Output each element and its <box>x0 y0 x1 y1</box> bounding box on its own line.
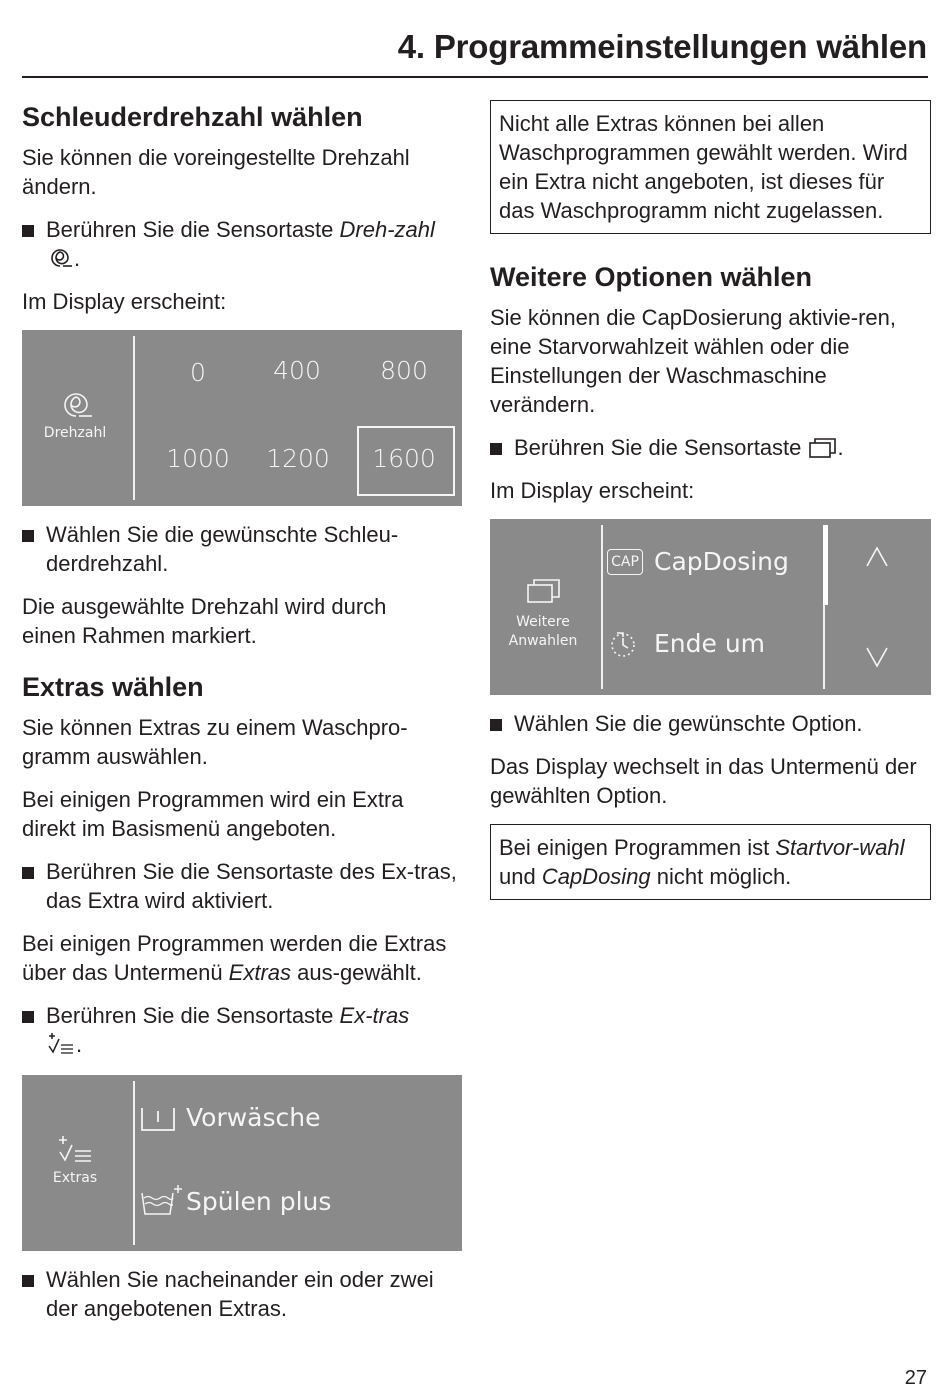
page-title: 4. Programmeinstellungen wählen <box>397 28 927 65</box>
extras-option-prewash[interactable]: Vorwäsche <box>186 1103 321 1132</box>
section-heading-weitere: Weitere Optionen wählen <box>490 262 813 292</box>
extras-bullet-2-text: Berühren Sie die Sensortaste <box>46 1003 340 1028</box>
spin-icon <box>58 390 94 420</box>
drehzahl-bullet-1-end: . <box>74 246 81 271</box>
weitere-label-line1: Weitere <box>516 614 570 630</box>
note2-end: nicht möglich. <box>650 864 792 889</box>
extras-bullet-2-end: . <box>76 1032 83 1057</box>
drehzahl-outro: Die ausgewählte Drehzahl wird durch einen Rahmen markiert. <box>22 594 387 648</box>
right-column <box>490 100 931 900</box>
speed-option-800[interactable]: 800 <box>380 356 428 385</box>
prewash-icon <box>140 1105 176 1133</box>
weitere-outro: Das Display wechselt in das Untermenü der gewählten Option. <box>490 754 917 808</box>
note2-text: Bei einigen Programmen ist <box>499 835 776 860</box>
drehzahl-display <box>22 330 462 506</box>
extras-p3-text: Bei einigen Programmen werden die Extras über das Untermenü <box>22 931 447 985</box>
weitere-bullet-1-end: . <box>837 435 844 460</box>
drehzahl-display-intro: Im Display erscheint: <box>22 289 227 314</box>
section-heading-extras: Extras wählen <box>22 672 204 702</box>
extras-p2: Bei einigen Programmen wird ein Extra direkt im Basismenü angeboten. <box>22 787 404 841</box>
speed-option-1200[interactable]: 1200 <box>266 444 330 473</box>
speed-option-0[interactable]: 0 <box>190 358 206 387</box>
weitere-bullet-1-text: Berühren Sie die Sensortaste <box>514 435 808 460</box>
extras-submenu-name: Extras <box>228 960 292 985</box>
more-options-icon <box>808 437 838 459</box>
extras-bullet-2 <box>22 1001 416 1059</box>
cap-icon: CAP <box>607 549 643 575</box>
note2-em-capdosing: CapDosing <box>541 864 651 889</box>
drehzahl-bullet-1 <box>22 215 436 273</box>
speed-option-400[interactable]: 400 <box>273 356 321 385</box>
timer-icon <box>609 629 639 659</box>
weitere-display-label <box>498 613 588 651</box>
drehzahl-bullet-2: Wählen Sie die gewünschte Schleu-derdrehzahl. <box>22 520 466 578</box>
speed-option-1000[interactable]: 1000 <box>166 444 230 473</box>
extras-bullet-3: Wählen Sie nacheinander ein oder zwei der angebotenen Extras. <box>22 1265 466 1323</box>
note2-mid: und <box>499 864 542 889</box>
extras-sensor-name: Ex-tras <box>339 1003 410 1028</box>
drehzahl-intro: Sie können die voreingestellte Drehzahl ändern. <box>22 145 410 199</box>
scrollbar-thumb[interactable] <box>823 525 828 605</box>
weitere-bullet-2: Wählen Sie die gewünschte Option. <box>490 709 931 738</box>
weitere-label-line2: Anwahlen <box>508 633 578 649</box>
weitere-option-capdosing[interactable]: CapDosing <box>654 547 789 576</box>
speed-option-1600[interactable]: 1600 <box>372 444 436 473</box>
chevron-up-icon[interactable] <box>864 545 890 569</box>
extras-display-label: Extras <box>52 1170 98 1186</box>
note2-em-startvorwahl: Startvor-wahl <box>775 835 905 860</box>
drehzahl-sensor-name: Dreh-zahl <box>339 217 435 242</box>
page-number: 27 <box>904 1367 927 1389</box>
extras-p3-end: aus-gewählt. <box>291 960 422 985</box>
extras-bullet-1: Berühren Sie die Sensortaste des Ex-tras, das Extra wird aktiviert. <box>22 857 466 915</box>
weitere-intro: Sie können die CapDosierung aktivie-ren, eine Starvorwahlzeit wählen oder die Einstellungen der Waschmaschine verändern. <box>490 305 897 417</box>
display-divider <box>601 525 603 689</box>
note-extras: Nicht alle Extras können bei allen Waschprogrammen gewählt werden. Wird ein Extra nicht angeboten, ist dieses für das Waschprogramm nicht zugelassen. <box>490 100 931 234</box>
display-divider <box>133 1081 135 1245</box>
drehzahl-bullet-1-text: Berühren Sie die Sensortaste <box>46 217 340 242</box>
section-heading-drehzahl: Schleuderdrehzahl wählen <box>22 102 363 132</box>
extras-display <box>22 1075 462 1251</box>
weitere-bullet-1 <box>490 433 931 462</box>
weitere-display-intro: Im Display erscheint: <box>490 478 695 503</box>
extras-p3 <box>22 929 458 987</box>
header-rule <box>22 76 928 78</box>
extras-icon <box>56 1135 94 1165</box>
left-column <box>22 100 462 1337</box>
spin-icon <box>46 246 74 270</box>
rinse-plus-icon <box>140 1185 182 1217</box>
chevron-down-icon[interactable] <box>864 645 890 669</box>
more-options-icon <box>526 577 562 605</box>
display-divider <box>133 336 135 500</box>
extras-option-rinse-plus[interactable]: Spülen plus <box>186 1187 332 1216</box>
extras-p1: Sie können Extras zu einem Waschpro-gramm auswählen. <box>22 715 408 769</box>
note-startvorwahl <box>490 824 931 900</box>
weitere-option-ende-um[interactable]: Ende um <box>654 629 766 658</box>
weitere-display <box>490 519 931 695</box>
extras-icon <box>46 1032 76 1056</box>
drehzahl-display-label: Drehzahl <box>43 425 107 441</box>
